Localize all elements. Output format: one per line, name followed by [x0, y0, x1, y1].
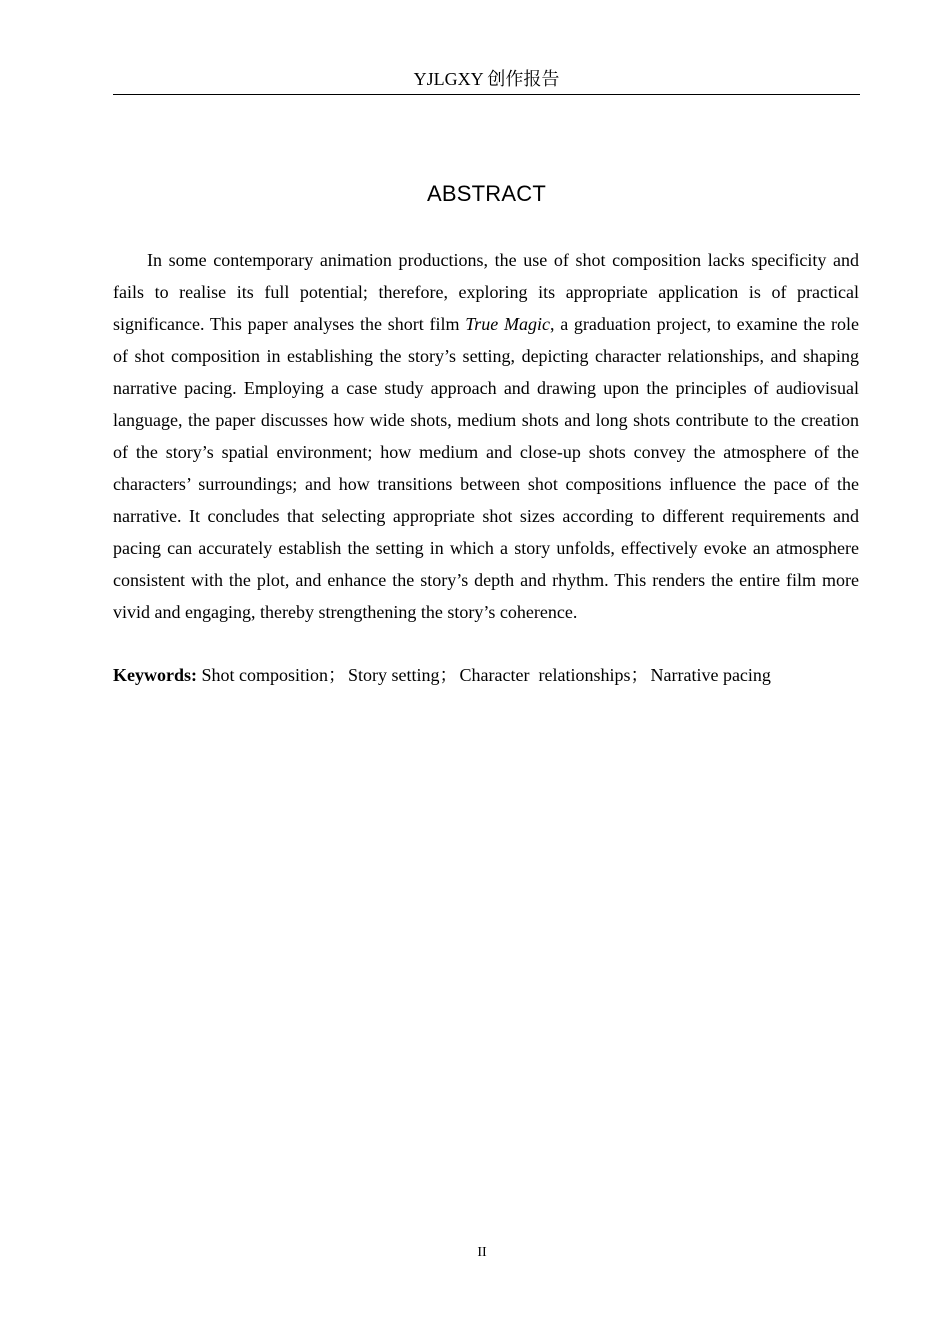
keywords-label: Keywords: — [113, 665, 197, 685]
keyword-separator: ； — [630, 665, 649, 685]
abstract-paragraph — [113, 244, 859, 628]
keyword-item: Story setting — [348, 665, 440, 685]
abstract-text-start: In some contemporary animation productions, the use of shot composition lacks specificity and fails to realise its full potential; therefore, exploring its appropriate application is of practical significance. This paper analyses the short film — [113, 250, 859, 334]
page-header — [113, 66, 860, 95]
header-text: YJLGXY 创作报告 — [413, 69, 560, 89]
keyword-item: Character relationships — [459, 665, 631, 685]
abstract-title: ABSTRACT — [427, 181, 546, 206]
page-number: II — [477, 1245, 487, 1260]
keyword-item: Narrative pacing — [650, 665, 771, 685]
keyword-item: Shot composition — [201, 665, 329, 685]
film-title: True Magic — [465, 314, 550, 334]
keyword-separator: ； — [439, 665, 458, 685]
keywords-line — [113, 660, 859, 690]
keyword-separator: ； — [328, 665, 347, 685]
abstract-text-end: , a graduation project, to examine the role of shot composition in establishing the story’s setting, depicting character relationships, and shaping narrative pacing. Employing a case study approach and drawing upon the principles of audiovisual language, the paper discusses how wide shots, medium shots and long shots contribute to the creation of the story’s spatial environment; how medium and close-up shots convey the atmosphere of the characters’ surroundings; and how transitions between shot compositions influence the pace of the narrative. It concludes that selecting appropriate shot sizes according to different requirements and pacing can accurately establish the setting in which a story unfolds, effectively evoke an atmosphere consistent with the plot, and enhance the story’s depth and rhythm. This renders the entire film more vivid and engaging, thereby strengthening the story’s coherence. — [113, 314, 860, 622]
